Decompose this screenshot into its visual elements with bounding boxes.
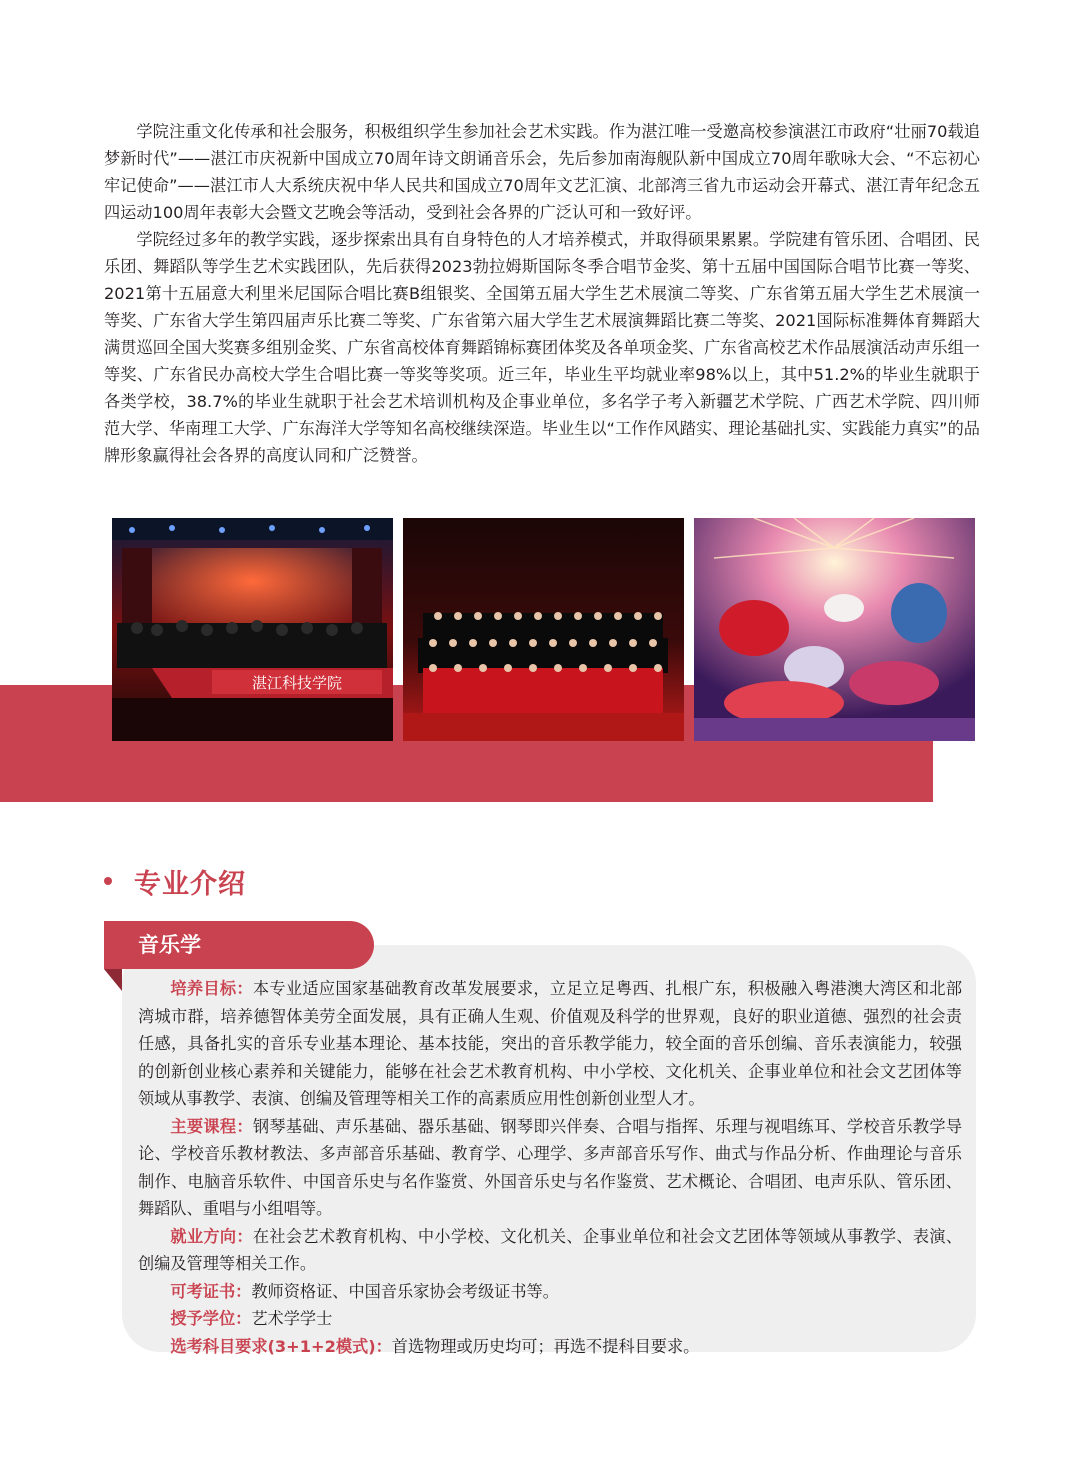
goal-label: 培养目标： <box>170 979 253 998</box>
bullet-icon <box>104 877 112 885</box>
career-label: 就业方向： <box>170 1226 253 1246</box>
courses-label: 主要课程： <box>170 1116 253 1136</box>
major-details <box>138 975 962 1360</box>
courses-text: 钢琴基础、声乐基础、器乐基础、钢琴即兴伴奏、合唱与指挥、乐理与视唱练耳、学校音乐教学导论、学校音乐教材教法、多声部音乐基础、教育学、心理学、多声部音乐写作、曲式与作品分析、作曲理论与音乐制作、电脑音乐软件、中国音乐史与名作鉴赏、外国音乐史与名作鉴赏、艺术概论、合唱团、电声乐队、管乐团、舞蹈队、重唱与小组唱等。 <box>138 1116 963 1218</box>
cert-text: 教师资格证、中国音乐家协会考级证书等。 <box>251 1281 559 1301</box>
section-title: 专业介绍 <box>134 868 246 900</box>
intro-text <box>104 118 980 469</box>
cert-item <box>138 1278 962 1306</box>
section-heading <box>104 861 246 901</box>
subject-label: 选考科目要求(3+1+2模式)： <box>170 1336 392 1356</box>
career-item <box>138 1223 962 1278</box>
major-name: 音乐学 <box>138 933 201 957</box>
career-text: 在社会艺术教育机构、中小学校、文化机关、企事业单位和社会文艺团体等领域从事教学、表演、创编及管理等相关工作。 <box>138 1226 963 1273</box>
photo-orchestra <box>112 518 393 741</box>
goal-item <box>138 975 962 1113</box>
intro-paragraph-1: 学院注重文化传承和社会服务，积极组织学生参加社会艺术实践。作为湛江唯一受邀高校参演湛江市政府“壮丽70载追梦新时代”——湛江市庆祝新中国成立70周年诗文朗诵音乐会，先后参加南海舰队新中国成立70周年歌咏大会、“不忘初心 牢记使命”——湛江市人大系统庆祝中华人民共和国成立70周年文艺汇演、北部湾三省九市运动会开幕式、湛江青年纪念五四运动100周年表彰大会暨文艺晚会等活动，受到社会各界的广泛认可和一致好评。 <box>104 122 980 222</box>
photo-dance <box>694 518 975 741</box>
tab-fold-decoration <box>104 969 122 991</box>
degree-text: 艺术学学士 <box>251 1309 333 1328</box>
degree-label: 授予学位： <box>170 1309 252 1328</box>
subject-text: 首选物理或历史均可；再选不提科目要求。 <box>391 1336 700 1356</box>
courses-item <box>138 1113 962 1223</box>
banner-text: 湛江科技学院 <box>251 674 343 692</box>
photo-choir <box>403 518 684 741</box>
degree-item <box>138 1305 962 1333</box>
intro-paragraph-2: 学院经过多年的教学实践，逐步探索出具有自身特色的人才培养模式，并取得硕果累累。学院建有管乐团、合唱团、民乐团、舞蹈队等学生艺术实践团队，先后获得2023勃拉姆斯国际冬季合唱节金奖、第十五届中国国际合唱节比赛一等奖、2021第十五届意大利里米尼国际合唱比赛B组银奖、全国第五届大学生艺术展演二等奖、广东省第五届大学生艺术展演一等奖、广东省大学生第四届声乐比赛二等奖、广东省第六届大学生艺术展演舞蹈比赛二等奖、2021国际标准舞体育舞蹈大满贯巡回全国大奖赛多组别金奖、广东省高校体育舞蹈锦标赛团体奖及各单项金奖、广东省高校艺术作品展演活动声乐组一等奖、广东省民办高校大学生合唱比赛一等奖等奖项。近三年，毕业生平均就业率98%以上，其中51.2%的毕业生就职于各类学校，38.7%的毕业生就职于社会艺术培训机构及企事业单位，多名学子考入新疆艺术学院、广西艺术学院、四川师范大学、华南理工大学、广东海洋大学等知名高校继续深造。毕业生以“工作作风踏实、理论基础扎实、实践能力真实”的品牌形象赢得社会各界的高度认同和广泛赞誉。 <box>104 230 980 465</box>
cert-label: 可考证书： <box>170 1281 252 1301</box>
goal-text: 本专业适应国家基础教育改革发展要求，立足立足粤西、扎根广东，积极融入粤港澳大湾区和北部湾城市群，培养德智体美劳全面发展，具有正确人生观、价值观及科学的世界观，良好的职业道德、强烈的社会责任感，具备扎实的音乐专业基本理论、基本技能，突出的音乐教学能力，较全面的音乐创编、音乐表演能力，较强的创新创业核心素养和关键能力，能够在社会艺术教育机构、中小学校、文化机关、企事业单位和社会文艺团体等领域从事教学、表演、创编及管理等相关工作的高素质应用性创新创业型人才。 <box>138 979 963 1108</box>
subject-item <box>138 1333 962 1361</box>
